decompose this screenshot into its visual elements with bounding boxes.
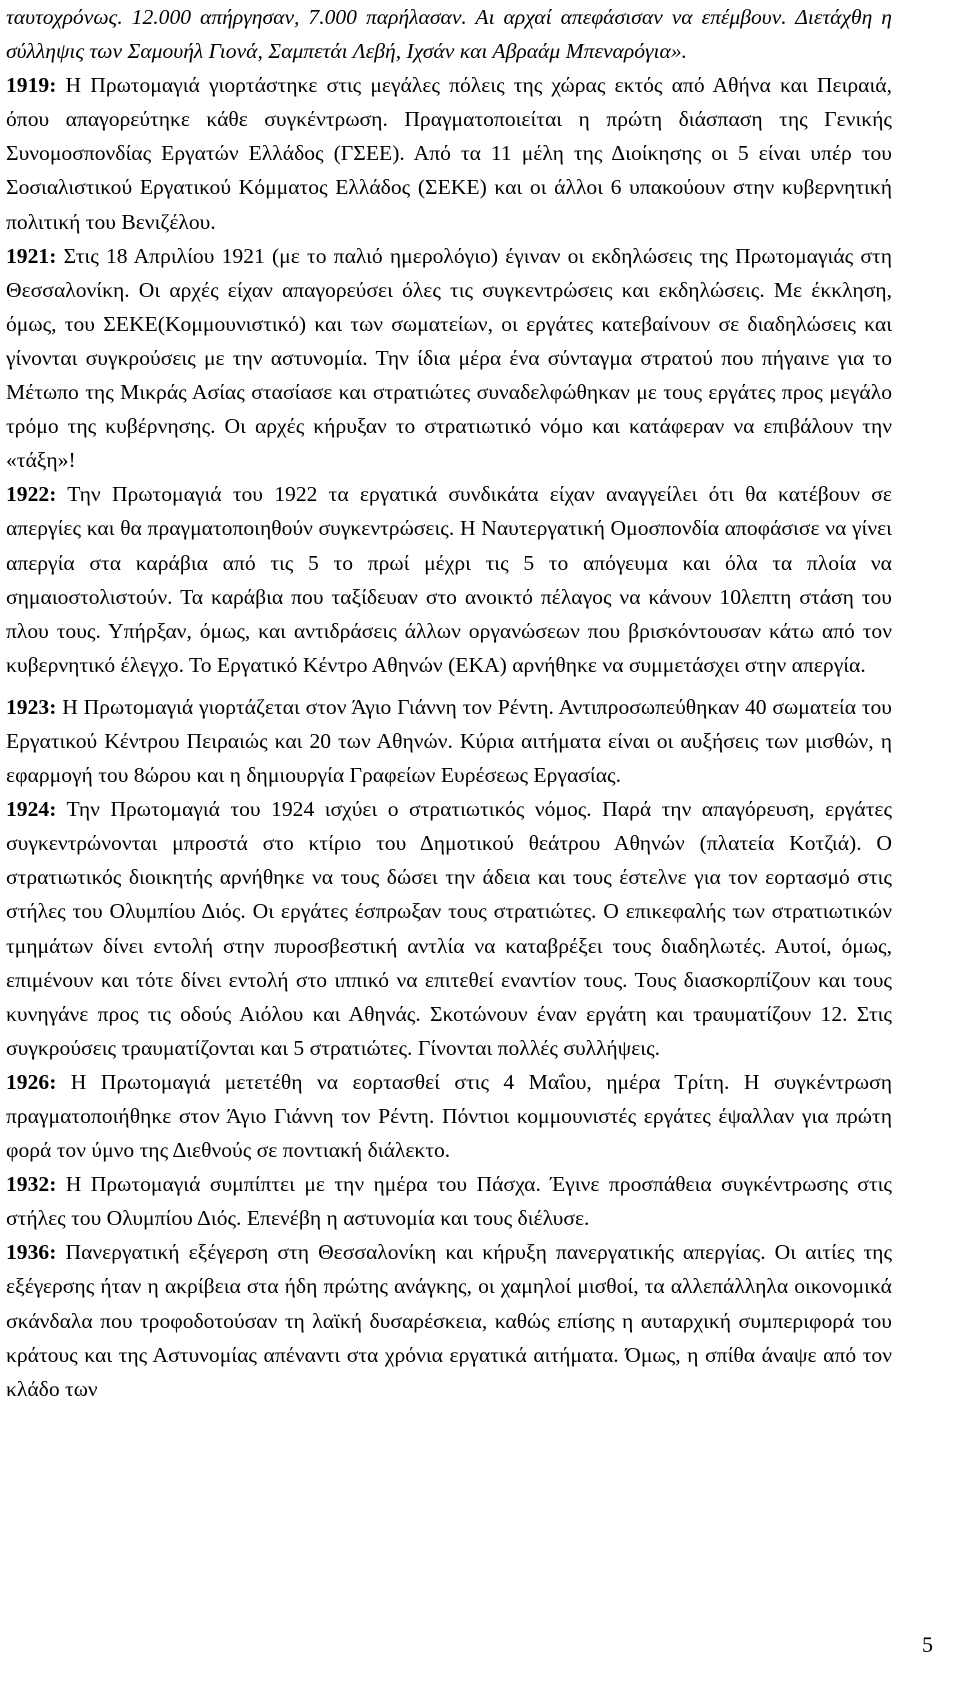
entry-1926 xyxy=(6,1065,892,1167)
document-page xyxy=(6,0,892,1406)
entry-text: Η Πρωτομαγιά γιορτάζεται στον Άγιο Γιάννη τον Ρέντη. Αντιπροσωπεύθηκαν 40 σωματεία του Εργατικού Κέντρου Πειραιώς και 20 των Αθηνών. Κύρια αιτήματα είναι οι αυξήσεις των μισθών, η εφαρμογή του 8ώρου και η δημιουργία Γραφείων Ευρέσεως Εργασίας. xyxy=(6,694,892,788)
page-number: 5 xyxy=(922,1632,933,1657)
entry-text: Η Πρωτομαγιά γιορτάστηκε στις μεγάλες πόλεις της χώρας εκτός από Αθήνα και Πειραιά, όπου απαγορεύτηκε κάθε συγκέντρωση. Πραγματοποιείται η πρώτη διάσπαση της Γενικής Συνομοσπονδίας Εργατών Ελλάδος (ΓΣΕΕ). Από τα 11 μέλη της Διοίκησης οι 5 είναι υπέρ του Σοσιαλιστικού Εργατικού Κόμματος Ελλάδος (ΣΕΚΕ) και οι άλλοι 6 υπακούουν στην κυβερνητική πολιτική του Βενιζέλου. xyxy=(6,73,892,234)
entry-1924 xyxy=(6,792,892,1065)
entry-text: Την Πρωτομαγιά του 1924 ισχύει ο στρατιωτικός νόμος. Παρά την απαγόρευση, εργάτες συγκεντρώνονται μπροστά στο κτίριο του Δημοτικού θεάτρου Αθηνών (πλατεία Κοτζιά). Ο στρατιωτικός διοικητής αρνήθηκε να τους δώσει την άδεια και τους έστελνε για τον εορτασμό στις στήλες του Ολυμπίου Διός. Οι εργάτες έσπρωξαν τους στρατιώτες. Ο επικεφαλής των στρατιωτικών τμημάτων δίνει εντολή στην πυροσβεστική αντλία να καταβρέξει τους διαδηλωτές. Αυτοί, όμως, επιμένουν και τότε δίνει εντολή στο ιππικό να επιτεθεί εναντίον τους. Τους διασκορπίζουν και τους κυνηγάνε προς τις οδούς Αιόλου και Αθηνάς. Σκοτώνουν έναν εργάτη και τραυματίζουν 12. Στις συγκρούσεις τραυματίζονται και 5 στρατιώτες. Γίνονται πολλές συλλήψεις. xyxy=(6,797,892,1060)
entry-text: Πανεργατική εξέγερση στη Θεσσαλονίκη και κήρυξη πανεργατικής απεργίας. Οι αιτίες της εξέγερσης ήταν η ακρίβεια στα ήδη πρώτης ανάγκης, οι χαμηλοί μισθοί, τα αλλεπάλληλα οικονομικά σκάνδαλα που τροφοδοτούσαν τη λαϊκή δυσαρέσκεια, καθώς επίσης η αυταρχική συμπεριφορά του κράτους και της Αστυνομίας απέναντι στα χρόνια εργατικά αιτήματα. Όμως, η σπίθα άναψε από τον κλάδο των xyxy=(6,1240,892,1401)
entry-year: 1919: xyxy=(6,73,57,98)
entry-year: 1923: xyxy=(6,694,57,719)
entry-year: 1924: xyxy=(6,797,57,822)
entry-1932 xyxy=(6,1167,892,1235)
entry-year: 1926: xyxy=(6,1069,57,1094)
entry-year: 1922: xyxy=(6,482,57,507)
entry-1921 xyxy=(6,239,892,478)
entry-year: 1936: xyxy=(6,1240,57,1265)
entry-1919 xyxy=(6,68,892,238)
intro-paragraph: ταυτοχρόνως. 12.000 απήργησαν, 7.000 παρήλασαν. Αι αρχαί απεφάσισαν να επέμβουν. Διετάχθη η σύλληψις των Σαμουήλ Γιονά, Σαμπετάι Λεβή, Ιχσάν και Αβραάμ Μπεναρόγια». xyxy=(6,5,892,64)
entry-year: 1921: xyxy=(6,243,57,268)
entry-text: Η Πρωτομαγιά μετετέθη να εορτασθεί στις 4 Μαΐου, ημέρα Τρίτη. Η συγκέντρωση πραγματοποιήθηκε στον Άγιο Γιάννη τον Ρέντη. Πόντιοι κομμουνιστές εργάτες έψαλλαν για πρώτη φορά τον ύμνο της Διεθνούς σε ποντιακή διάλεκτο. xyxy=(6,1069,892,1163)
entry-1936 xyxy=(6,1235,892,1405)
entry-text: Την Πρωτομαγιά του 1922 τα εργατικά συνδικάτα είχαν αναγγείλει ότι θα κατέβουν σε απεργίες και θα πραγματοποιηθούν συγκεντρώσεις. Η Ναυτεργατική Ομοσπονδία αποφάσισε να γίνει απεργία στα καράβια από τις 5 το πρωί μέχρι τις 5 το απόγευμα και όλα τα πλοία να σημαιοστολιστούν. Τα καράβια που ταξίδευαν στο ανοικτό πέλαγος να κάνουν 10λεπτη στάση του πλου τους. Υπήρξαν, όμως, και αντιδράσεις άλλων οργανώσεων που βρισκόντουσαν κάτω από τον κυβερνητικό έλεγχο. Το Εργατικό Κέντρο Αθηνών (ΕΚΑ) αρνήθηκε να συμμετάσχει στην απεργία. xyxy=(6,482,892,677)
entry-1922 xyxy=(6,477,892,682)
entry-year: 1932: xyxy=(6,1172,57,1197)
entry-text: Στις 18 Απριλίου 1921 (με το παλιό ημερολόγιο) έγιναν οι εκδηλώσεις της Πρωτομαγιάς στη Θεσσαλονίκη. Οι αρχές είχαν απαγορεύσει όλες τις συγκεντρώσεις και εκδηλώσεις. Με έκκληση, όμως, του ΣΕΚΕ(Κομμουνιστικό) και των σωματείων, οι εργάτες κατεβαίνουν σε διαδηλώσεις και γίνονται συγκρούσεις με την αστυνομία. Την ίδια μέρα ένα σύνταγμα στρατού που πήγαινε για το Μέτωπο της Μικράς Ασίας στασίασε και στρατιώτες συναδελφώθηκαν με τους εργάτες προς μεγάλο τρόμο της κυβέρνησης. Οι αρχές κήρυξαν το στρατιωτικό νόμο και κατάφεραν να επιβάλουν την «τάξη»! xyxy=(6,243,892,473)
entry-text: Η Πρωτομαγιά συμπίπτει με την ημέρα του Πάσχα. Έγινε προσπάθεια συγκέντρωσης στις στήλες του Ολυμπίου Διός. Επενέβη η αστυνομία και τους διέλυσε. xyxy=(6,1172,892,1231)
entry-1923 xyxy=(6,690,892,792)
